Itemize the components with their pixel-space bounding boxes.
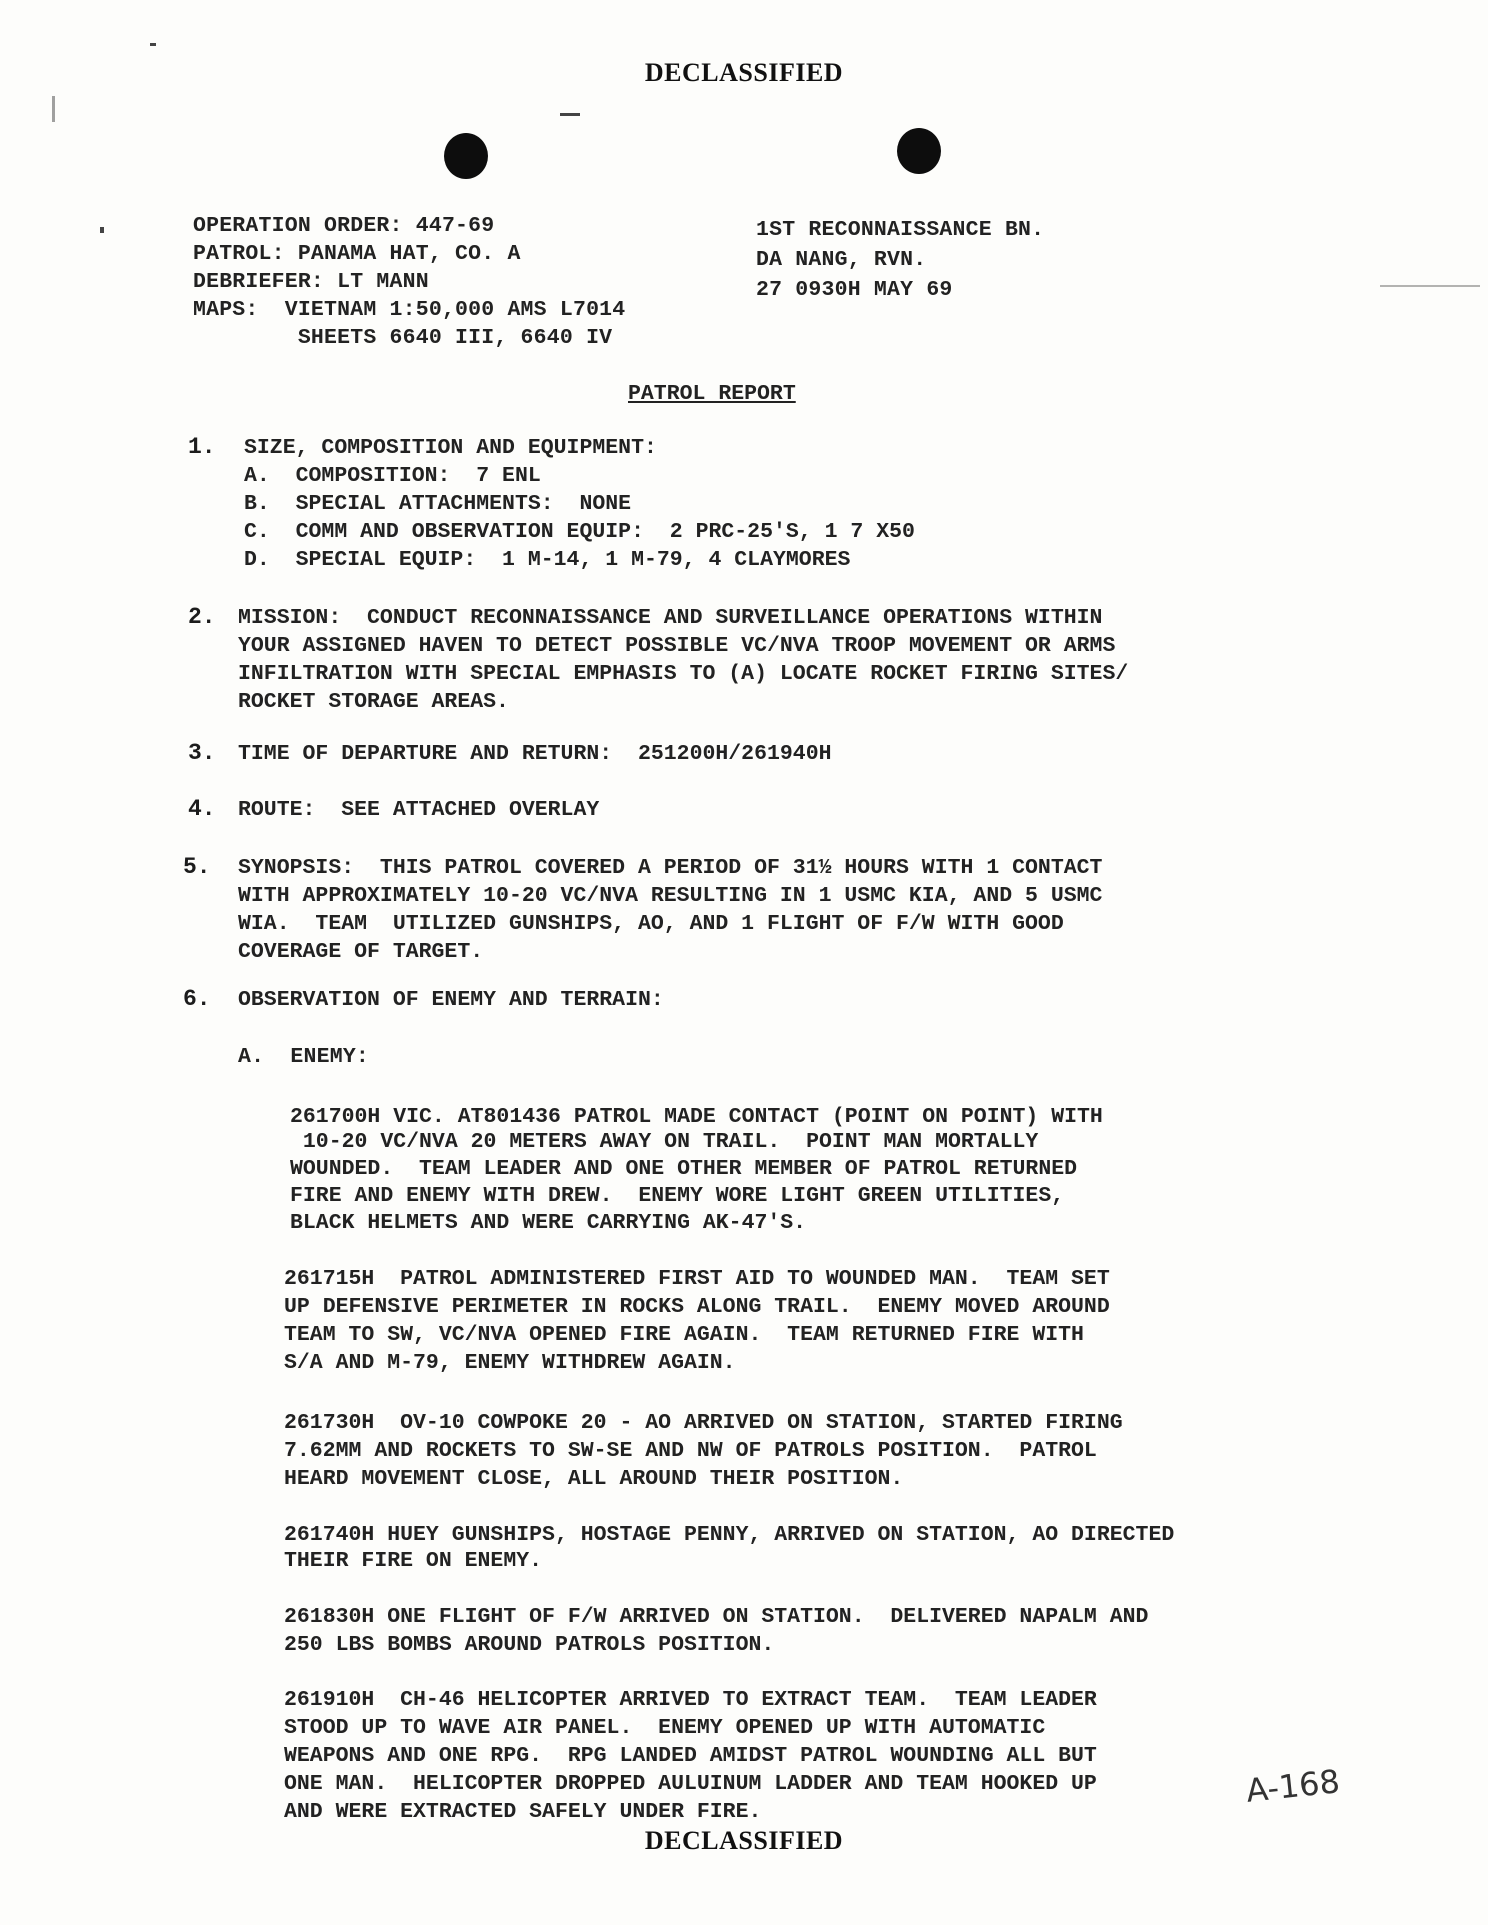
header-operation-order: OPERATION ORDER: 447-69 — [193, 214, 495, 238]
entry-line: UP DEFENSIVE PERIMETER IN ROCKS ALONG TRAIL. ENEMY MOVED AROUND — [284, 1295, 1110, 1319]
section-1-line-c: C. COMM AND OBSERVATION EQUIP: 2 PRC-25'S, 1 7 X50 — [244, 520, 915, 544]
scan-speck — [1380, 285, 1480, 287]
header-sheets: SHEETS 6640 III, 6640 IV — [193, 326, 613, 350]
entry-line: 261830H ONE FLIGHT OF F/W ARRIVED ON STATION. DELIVERED NAPALM AND — [284, 1605, 1149, 1629]
section-number: 3. — [188, 740, 216, 766]
entry-line: FIRE AND ENEMY WITH DREW. ENEMY WORE LIGHT GREEN UTILITIES, — [290, 1184, 1065, 1208]
header-location: DA NANG, RVN. — [756, 248, 927, 272]
section-number: 2. — [188, 604, 216, 630]
section-5-line: WITH APPROXIMATELY 10-20 VC/NVA RESULTING IN 1 USMC KIA, AND 5 USMC — [238, 884, 1103, 908]
entry-line: 250 LBS BOMBS AROUND PATROLS POSITION. — [284, 1633, 775, 1657]
section-1-line-b: B. SPECIAL ATTACHMENTS: NONE — [244, 492, 632, 516]
section-2-line: MISSION: CONDUCT RECONNAISSANCE AND SURVEILLANCE OPERATIONS WITHIN — [238, 606, 1103, 630]
section-3-line: TIME OF DEPARTURE AND RETURN: 251200H/261940H — [238, 742, 832, 766]
scan-speck — [150, 43, 156, 46]
section-1-line-a: A. COMPOSITION: 7 ENL — [244, 464, 541, 488]
entry-line: 261715H PATROL ADMINISTERED FIRST AID TO WOUNDED MAN. TEAM SET — [284, 1267, 1110, 1291]
classification-top: DECLASSIFIED — [644, 58, 844, 87]
report-title: PATROL REPORT — [628, 382, 796, 406]
entry-line: 10-20 VC/NVA 20 METERS AWAY ON TRAIL. POINT MAN MORTALLY — [290, 1130, 1039, 1154]
section-number: 1. — [188, 434, 216, 460]
section-1-heading: SIZE, COMPOSITION AND EQUIPMENT: — [244, 436, 657, 460]
section-4-line: ROUTE: SEE ATTACHED OVERLAY — [238, 798, 600, 822]
punch-hole-right — [897, 128, 941, 174]
classification-bottom: DECLASSIFIED — [644, 1826, 844, 1855]
subsection-enemy: A. ENEMY: — [238, 1045, 370, 1069]
entry-line: WEAPONS AND ONE RPG. RPG LANDED AMIDST PATROL WOUNDING ALL BUT — [284, 1744, 1097, 1768]
entry-line: HEARD MOVEMENT CLOSE, ALL AROUND THEIR POSITION. — [284, 1467, 904, 1491]
entry-line: TEAM TO SW, VC/NVA OPENED FIRE AGAIN. TEAM RETURNED FIRE WITH — [284, 1323, 1084, 1347]
scan-speck — [560, 113, 580, 116]
header-patrol: PATROL: PANAMA HAT, CO. A — [193, 242, 521, 266]
header-debriefer: DEBRIEFER: LT MANN — [193, 270, 429, 294]
entry-line: 261700H VIC. AT801436 PATROL MADE CONTACT (POINT ON POINT) WITH — [290, 1105, 1103, 1129]
entry-line: S/A AND M-79, ENEMY WITHDREW AGAIN. — [284, 1351, 736, 1375]
entry-line: AND WERE EXTRACTED SAFELY UNDER FIRE. — [284, 1800, 762, 1824]
section-2-line: INFILTRATION WITH SPECIAL EMPHASIS TO (A) LOCATE ROCKET FIRING SITES/ — [238, 662, 1129, 686]
header-date-time: 27 0930H MAY 69 — [756, 278, 953, 302]
entry-line: 7.62MM AND ROCKETS TO SW-SE AND NW OF PATROLS POSITION. PATROL — [284, 1439, 1097, 1463]
section-2-line: ROCKET STORAGE AREAS. — [238, 690, 509, 714]
handwritten-page-note: A-168 — [1244, 1762, 1342, 1810]
entry-line: BLACK HELMETS AND WERE CARRYING AK-47'S. — [290, 1211, 807, 1235]
entry-line: 261730H OV-10 COWPOKE 20 - AO ARRIVED ON STATION, STARTED FIRING — [284, 1411, 1123, 1435]
entry-line: 261740H HUEY GUNSHIPS, HOSTAGE PENNY, ARRIVED ON STATION, AO DIRECTED — [284, 1523, 1175, 1547]
entry-line: STOOD UP TO WAVE AIR PANEL. ENEMY OPENED UP WITH AUTOMATIC — [284, 1716, 1046, 1740]
punch-hole-left — [444, 133, 488, 179]
section-5-line: COVERAGE OF TARGET. — [238, 940, 484, 964]
entry-line: THEIR FIRE ON ENEMY. — [284, 1549, 543, 1573]
header-maps: MAPS: VIETNAM 1:50,000 AMS L7014 — [193, 298, 626, 322]
scan-speck — [52, 96, 55, 122]
section-number: 4. — [188, 796, 216, 822]
section-6-heading: OBSERVATION OF ENEMY AND TERRAIN: — [238, 988, 664, 1012]
section-5-line: WIA. TEAM UTILIZED GUNSHIPS, AO, AND 1 FLIGHT OF F/W WITH GOOD — [238, 912, 1064, 936]
scan-speck — [100, 227, 104, 233]
section-number: 5. — [183, 854, 211, 880]
section-5-line: SYNOPSIS: THIS PATROL COVERED A PERIOD OF 31½ HOURS WITH 1 CONTACT — [238, 856, 1103, 880]
section-number: 6. — [183, 986, 211, 1012]
section-1-line-d: D. SPECIAL EQUIP: 1 M-14, 1 M-79, 4 CLAYMORES — [244, 548, 851, 572]
entry-line: 261910H CH-46 HELICOPTER ARRIVED TO EXTRACT TEAM. TEAM LEADER — [284, 1688, 1097, 1712]
entry-line: ONE MAN. HELICOPTER DROPPED AULUINUM LADDER AND TEAM HOOKED UP — [284, 1772, 1097, 1796]
header-unit: 1ST RECONNAISSANCE BN. — [756, 218, 1045, 242]
entry-line: WOUNDED. TEAM LEADER AND ONE OTHER MEMBER OF PATROL RETURNED — [290, 1157, 1078, 1181]
section-2-line: YOUR ASSIGNED HAVEN TO DETECT POSSIBLE VC/NVA TROOP MOVEMENT OR ARMS — [238, 634, 1116, 658]
